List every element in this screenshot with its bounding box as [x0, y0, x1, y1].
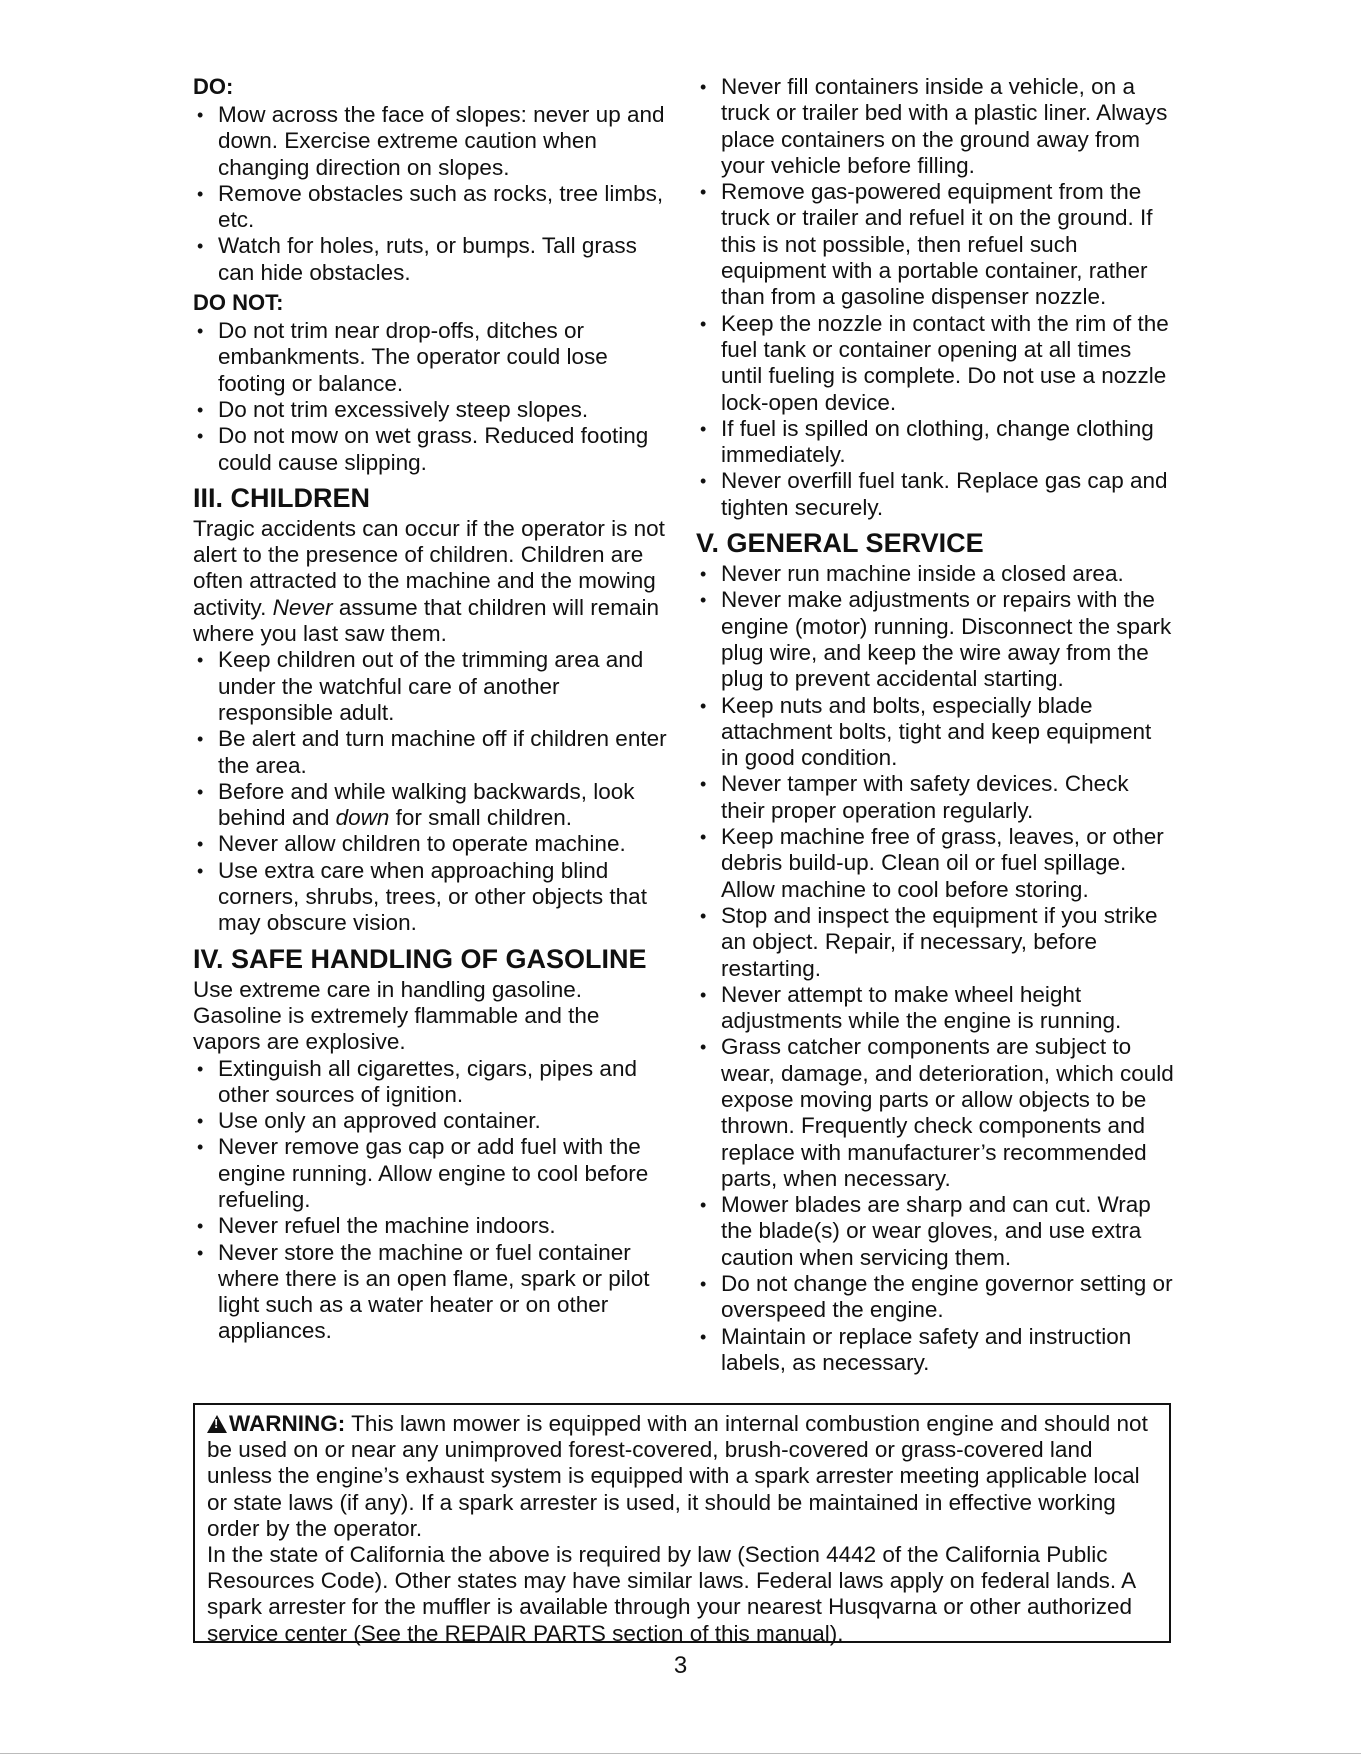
bullet-icon: •	[700, 590, 707, 611]
bullet-icon: •	[197, 1058, 204, 1079]
list-item: • Never allow children to operate machine.	[197, 831, 626, 857]
list-item: • Do not change the engine governor setting or overspeed the engine.	[700, 1271, 1173, 1323]
bullet-icon: •	[197, 1242, 204, 1263]
general-service-list	[696, 561, 1174, 1376]
do-heading: DO:	[193, 74, 234, 99]
list-item: • Never store the machine or fuel container where there is an open flame, spark or pilot light such as a water heater or on other appliances.	[197, 1239, 650, 1344]
bullet-icon: •	[197, 236, 204, 257]
list-item: • Never tamper with safety devices. Check their proper operation regularly.	[700, 771, 1129, 823]
children-intro: Tragic accidents can occur if the operator is not alert to the presence of children. Children are often attracted to the machine and the mowing activity. Never assume that children will remain where you last saw them.	[193, 515, 665, 647]
gasoline-intro: Use extreme care in handling gasoline. Gasoline is extremely flammable and the vapors are explosive.	[193, 976, 600, 1055]
bullet-icon: •	[197, 183, 204, 204]
warning-paragraph: !WARNING: This lawn mower is equipped with an internal combustion engine and should not be used on or near any unimproved forest-covered, brush-covered or grass-covered land unless the engine’s exhaust system is equipped with a spark arrester meeting applicable local or state laws (if any). If a spark arrester is used, it should be maintained in effective working order by the operator.	[207, 1411, 1157, 1542]
list-item: • Be alert and turn machine off if children enter the area.	[197, 726, 667, 778]
bullet-icon: •	[700, 313, 707, 334]
list-item: • Remove obstacles such as rocks, tree limbs, etc.	[197, 180, 664, 233]
bullet-icon: •	[700, 1037, 707, 1058]
warning-california-paragraph: In the state of California the above is required by law (Section 4442 of the California Public Resources Code). Other states may have similar laws. Federal laws apply on federal lands. A spark arrester for the muffler is available through your nearest Husqvarna or other authorized service center (See the REPAIR PARTS section of this manual).	[207, 1542, 1135, 1646]
bullet-icon: •	[700, 827, 707, 848]
bullet-icon: •	[197, 105, 204, 125]
do-not-list	[193, 318, 671, 476]
list-item: • Use only an approved container.	[197, 1108, 541, 1134]
left-column	[193, 74, 671, 1345]
children-heading: III. CHILDREN	[193, 482, 371, 513]
warning-label: WARNING:	[229, 1411, 346, 1436]
list-item: • Keep machine free of grass, leaves, or other debris build-up. Clean oil or fuel spillage. Allow machine to cool before storing.	[700, 824, 1164, 902]
gasoline-list-continued	[696, 74, 1174, 521]
list-item: • Before and while walking backwards, look behind and down for small children.	[197, 778, 635, 831]
bullet-icon: •	[197, 399, 204, 420]
list-item: • Mower blades are sharp and can cut. Wrap the blade(s) or wear gloves, and use extra caution when servicing them.	[700, 1192, 1151, 1270]
bottom-divider	[0, 1753, 1361, 1754]
bullet-icon: •	[700, 1274, 707, 1295]
bullet-icon: •	[700, 564, 707, 585]
list-item: • Never fill containers inside a vehicle, on a truck or trailer bed with a plastic liner. Always place containers on the ground away from your vehicle before filling.	[700, 74, 1168, 178]
bullet-icon: •	[197, 1111, 204, 1132]
list-item: • Never refuel the machine indoors.	[197, 1213, 556, 1239]
list-item: • Extinguish all cigarettes, cigars, pipes and other sources of ignition.	[197, 1055, 637, 1107]
list-item: • Keep children out of the trimming area and under the watchful care of another responsible adult.	[197, 647, 644, 725]
bullet-icon: •	[700, 905, 707, 926]
list-item: • Mow across the face of slopes: never up and down. Exercise extreme caution when changing direction on slopes.	[197, 102, 665, 180]
list-item: • Maintain or replace safety and instruction labels, as necessary.	[700, 1323, 1132, 1375]
bullet-icon: •	[197, 321, 204, 342]
do-not-heading: DO NOT:	[193, 290, 284, 316]
bullet-icon: •	[700, 1195, 707, 1216]
children-list	[193, 647, 671, 936]
bullet-icon: •	[700, 418, 707, 439]
list-item: • Do not trim excessively steep slopes.	[197, 396, 589, 422]
gasoline-heading: IV. SAFE HANDLING OF GASOLINE	[193, 943, 647, 974]
list-item: • If fuel is spilled on clothing, change clothing immediately.	[700, 415, 1154, 468]
list-item: • Keep the nozzle in contact with the rim of the fuel tank or container opening at all times until fueling is complete. Do not use a nozzle lock-open device.	[700, 310, 1169, 415]
bullet-icon: •	[700, 77, 707, 97]
list-item: • Never attempt to make wheel height adjustments while the engine is running.	[700, 981, 1122, 1034]
bullet-icon: •	[700, 984, 707, 1005]
list-item: • Watch for holes, ruts, or bumps. Tall grass can hide obstacles.	[197, 233, 637, 285]
bullet-icon: •	[700, 182, 707, 203]
list-item: • Never remove gas cap or add fuel with the engine running. Allow engine to cool before refueling.	[197, 1134, 649, 1212]
bullet-icon: •	[197, 834, 204, 855]
warning-box	[193, 1403, 1171, 1646]
bullet-icon: •	[197, 860, 204, 881]
bullet-icon: •	[197, 781, 204, 802]
bullet-icon: •	[700, 774, 707, 795]
bullet-icon: •	[197, 729, 204, 750]
list-item: • Use extra care when approaching blind corners, shrubs, trees, or other objects that may obscure vision.	[197, 857, 647, 936]
list-item: • Remove gas-powered equipment from the truck or trailer and refuel it on the ground. If this is not possible, then refuel such equipment with a portable container, rather than from a gasoline dispenser nozzle.	[700, 179, 1153, 310]
warning-triangle-icon	[207, 1415, 227, 1433]
list-item: • Do not trim near drop-offs, ditches or embankments. The operator could lose footing or balance.	[197, 318, 608, 396]
right-column	[696, 74, 1174, 1376]
bullet-icon: •	[197, 1137, 204, 1158]
bullet-icon: •	[197, 650, 204, 671]
bullet-icon: •	[700, 1326, 707, 1347]
bullet-icon: •	[700, 471, 707, 492]
general-service-heading: V. GENERAL SERVICE	[696, 528, 984, 559]
bullet-icon: •	[700, 695, 707, 716]
bullet-icon: •	[197, 426, 204, 447]
list-item: • Stop and inspect the equipment if you strike an object. Repair, if necessary, before restarting.	[700, 902, 1158, 981]
list-item: • Grass catcher components are subject to wear, damage, and deterioration, which could expose moving parts or allow objects to be thrown. Frequently check components and replace with manufacturer’s recommended parts, when necessary.	[700, 1034, 1174, 1191]
gasoline-list	[193, 1056, 671, 1345]
list-item: • Keep nuts and bolts, especially blade attachment bolts, tight and keep equipment in good condition.	[700, 692, 1152, 771]
do-list	[193, 102, 671, 286]
list-item: • Never make adjustments or repairs with the engine (motor) running. Disconnect the spark plug wire, and keep the wire away from the plug to prevent accidental starting.	[700, 587, 1172, 692]
list-item: • Do not mow on wet grass. Reduced footing could cause slipping.	[197, 423, 649, 475]
list-item: • Never run machine inside a closed area.	[700, 561, 1124, 587]
page-number: 3	[673, 1652, 688, 1679]
bullet-icon: •	[197, 1216, 204, 1237]
list-item: • Never overfill fuel tank. Replace gas cap and tighten securely.	[700, 468, 1168, 520]
